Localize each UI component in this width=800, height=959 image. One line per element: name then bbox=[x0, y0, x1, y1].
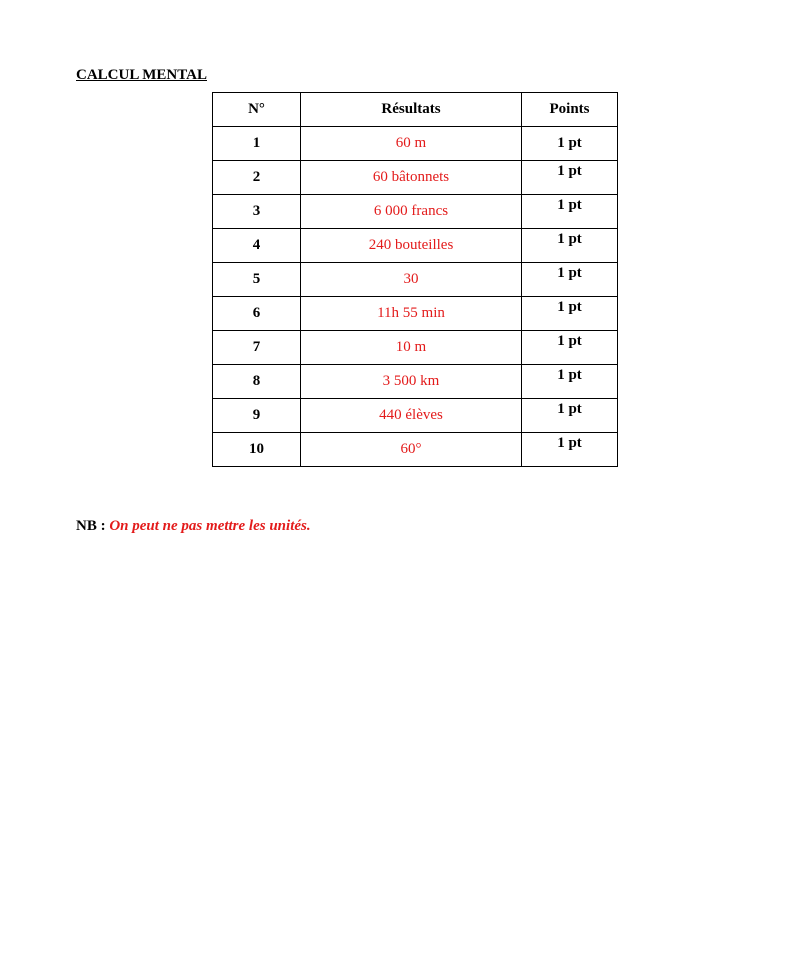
header-number: N° bbox=[213, 93, 301, 127]
results-table bbox=[212, 92, 618, 467]
row-result: 60 bâtonnets bbox=[301, 161, 522, 195]
table-row bbox=[213, 229, 618, 263]
row-number: 10 bbox=[213, 433, 301, 467]
table-header-row bbox=[213, 93, 618, 127]
row-result: 11h 55 min bbox=[301, 297, 522, 331]
row-number: 3 bbox=[213, 195, 301, 229]
row-number: 2 bbox=[213, 161, 301, 195]
row-points: 1 pt bbox=[522, 331, 618, 365]
table-row bbox=[213, 263, 618, 297]
row-result: 60 m bbox=[301, 127, 522, 161]
row-points: 1 pt bbox=[522, 365, 618, 399]
row-result: 6 000 francs bbox=[301, 195, 522, 229]
table-row bbox=[213, 127, 618, 161]
row-result: 30 bbox=[301, 263, 522, 297]
note-text: On peut ne pas mettre les unités. bbox=[109, 518, 311, 534]
row-points: 1 pt bbox=[522, 127, 618, 161]
row-result: 10 m bbox=[301, 331, 522, 365]
row-number: 4 bbox=[213, 229, 301, 263]
row-points: 1 pt bbox=[522, 263, 618, 297]
table-row bbox=[213, 433, 618, 467]
row-points: 1 pt bbox=[522, 229, 618, 263]
row-result: 3 500 km bbox=[301, 365, 522, 399]
row-number: 9 bbox=[213, 399, 301, 433]
row-result: 440 élèves bbox=[301, 399, 522, 433]
row-points: 1 pt bbox=[522, 297, 618, 331]
row-number: 7 bbox=[213, 331, 301, 365]
row-result: 240 bouteilles bbox=[301, 229, 522, 263]
row-result: 60° bbox=[301, 433, 522, 467]
note-label: NB : bbox=[76, 518, 110, 534]
row-number: 1 bbox=[213, 127, 301, 161]
row-points: 1 pt bbox=[522, 161, 618, 195]
page-title: CALCUL MENTAL bbox=[76, 67, 207, 83]
table-row bbox=[213, 331, 618, 365]
row-points: 1 pt bbox=[522, 195, 618, 229]
table-row bbox=[213, 195, 618, 229]
table-row bbox=[213, 365, 618, 399]
table-row bbox=[213, 161, 618, 195]
table-row bbox=[213, 399, 618, 433]
row-points: 1 pt bbox=[522, 433, 618, 467]
header-result: Résultats bbox=[301, 93, 522, 127]
row-number: 6 bbox=[213, 297, 301, 331]
table-row bbox=[213, 297, 618, 331]
row-number: 8 bbox=[213, 365, 301, 399]
note bbox=[76, 517, 311, 535]
row-points: 1 pt bbox=[522, 399, 618, 433]
row-number: 5 bbox=[213, 263, 301, 297]
header-points: Points bbox=[522, 93, 618, 127]
